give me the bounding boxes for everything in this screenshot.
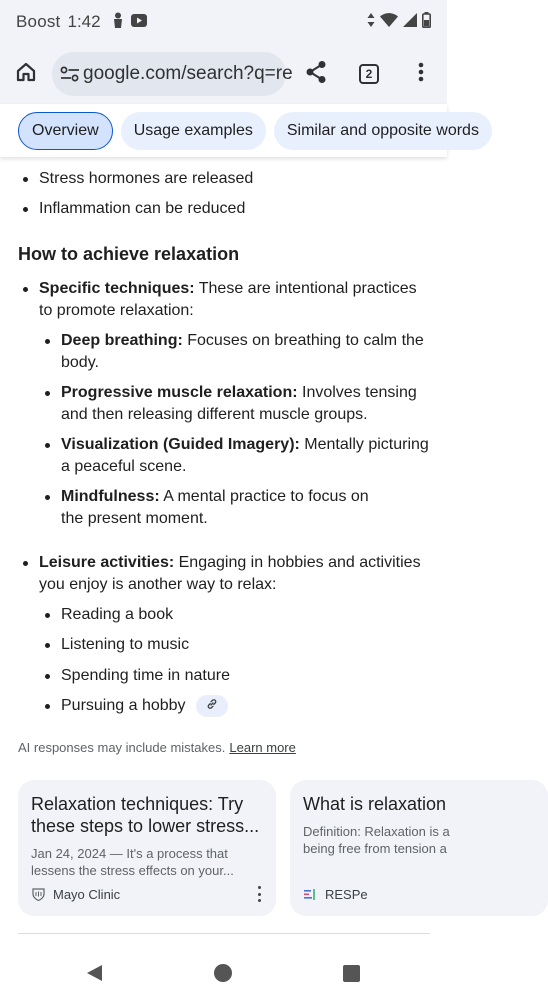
filter-chip-row	[0, 104, 479, 157]
respe-logo-icon	[303, 888, 317, 902]
home-circle-icon[interactable]	[214, 964, 232, 982]
link-icon	[206, 695, 218, 717]
card-source: RESPe	[303, 887, 368, 902]
list-item: Spending time in nature	[61, 665, 421, 687]
list-item: Pursuing a hobby	[61, 695, 421, 717]
chip-usage-examples[interactable]: Usage examples	[121, 112, 266, 150]
card-title: What is relaxation	[303, 794, 447, 814]
card-source: Mayo Clinic	[31, 887, 120, 902]
card-snippet: Definition: Relaxation is a being free from tension a	[303, 824, 450, 856]
card-snippet: Jan 24, 2024 — It's a process that lessens the stress effects on your...	[31, 846, 234, 878]
share-button[interactable]	[296, 54, 336, 94]
learn-more-link[interactable]: Learn more	[229, 740, 296, 755]
list-item: Listening to music	[61, 634, 421, 656]
person-icon	[113, 12, 123, 33]
bullet-icon	[45, 674, 50, 679]
list-item: Deep breathing: Focuses on breathing to calm the body.	[61, 330, 431, 374]
youtube-icon	[131, 12, 147, 32]
android-nav-bar	[0, 945, 447, 1000]
status-bar	[0, 0, 447, 44]
carrier-name: Boost	[16, 12, 61, 31]
list-item: Progressive muscle relaxation: Involves tensing and then releasing different muscle groups.	[61, 382, 431, 426]
bullet-icon	[23, 177, 28, 182]
url-text[interactable]: google.com/search?q=re	[83, 63, 293, 84]
source-link-button[interactable]	[196, 695, 228, 717]
bullet-icon	[45, 443, 50, 448]
list-item-leisure-activities: Leisure activities: Engaging in hobbies and activities you enjoy is another way to relax:	[39, 552, 424, 596]
bullet-icon	[23, 287, 28, 292]
site-settings-icon[interactable]	[60, 62, 80, 86]
share-icon	[305, 60, 327, 89]
bullet-icon	[45, 643, 50, 648]
source-card[interactable]	[18, 780, 276, 916]
card-more-icon[interactable]	[256, 886, 262, 902]
card-title: Relaxation techniques: Try these steps to lower stress...	[31, 794, 260, 836]
more-vert-icon	[418, 62, 424, 87]
battery-icon	[422, 12, 431, 33]
tabs-icon: 2	[359, 64, 379, 84]
address-bar[interactable]	[52, 52, 293, 96]
recents-icon[interactable]	[343, 965, 360, 982]
list-item: Reading a book	[61, 604, 421, 626]
status-time: 1:42	[67, 12, 101, 31]
section-heading: How to achieve relaxation	[18, 244, 240, 264]
bullet-icon	[23, 561, 28, 566]
section-divider	[18, 933, 430, 934]
browser-menu-button[interactable]	[401, 54, 441, 94]
list-item: Visualization (Guided Imagery): Mentally picturing a peaceful scene.	[61, 434, 431, 478]
list-item: Mindfulness: A mental practice to focus on the present moment.	[61, 486, 391, 530]
chip-similar-opposite[interactable]: Similar and opposite words	[274, 112, 492, 150]
bullet-icon	[45, 391, 50, 396]
browser-toolbar	[0, 44, 447, 104]
bullet-icon	[45, 613, 50, 618]
chip-overview[interactable]: Overview	[18, 112, 113, 150]
list-item: Stress hormones are released	[39, 168, 429, 190]
list-item-specific-techniques: Specific techniques: These are intentional practices to promote relaxation:	[39, 278, 431, 322]
home-icon	[15, 61, 37, 88]
back-icon[interactable]	[86, 964, 103, 987]
list-item: Inflammation can be reduced	[39, 198, 429, 220]
wifi-icon	[380, 12, 398, 32]
mayo-clinic-logo-icon	[31, 888, 45, 902]
bullet-icon	[45, 704, 50, 709]
data-arrows-icon	[367, 12, 375, 32]
home-button[interactable]	[0, 48, 52, 100]
ai-disclaimer: AI responses may include mistakes. Learn more	[18, 740, 296, 755]
bullet-icon	[45, 495, 50, 500]
tab-switcher-button[interactable]	[349, 54, 389, 94]
signal-icon	[403, 12, 417, 32]
bullet-icon	[23, 207, 28, 212]
ai-overview-content	[0, 157, 450, 937]
source-card[interactable]	[290, 780, 548, 916]
bullet-icon	[45, 339, 50, 344]
